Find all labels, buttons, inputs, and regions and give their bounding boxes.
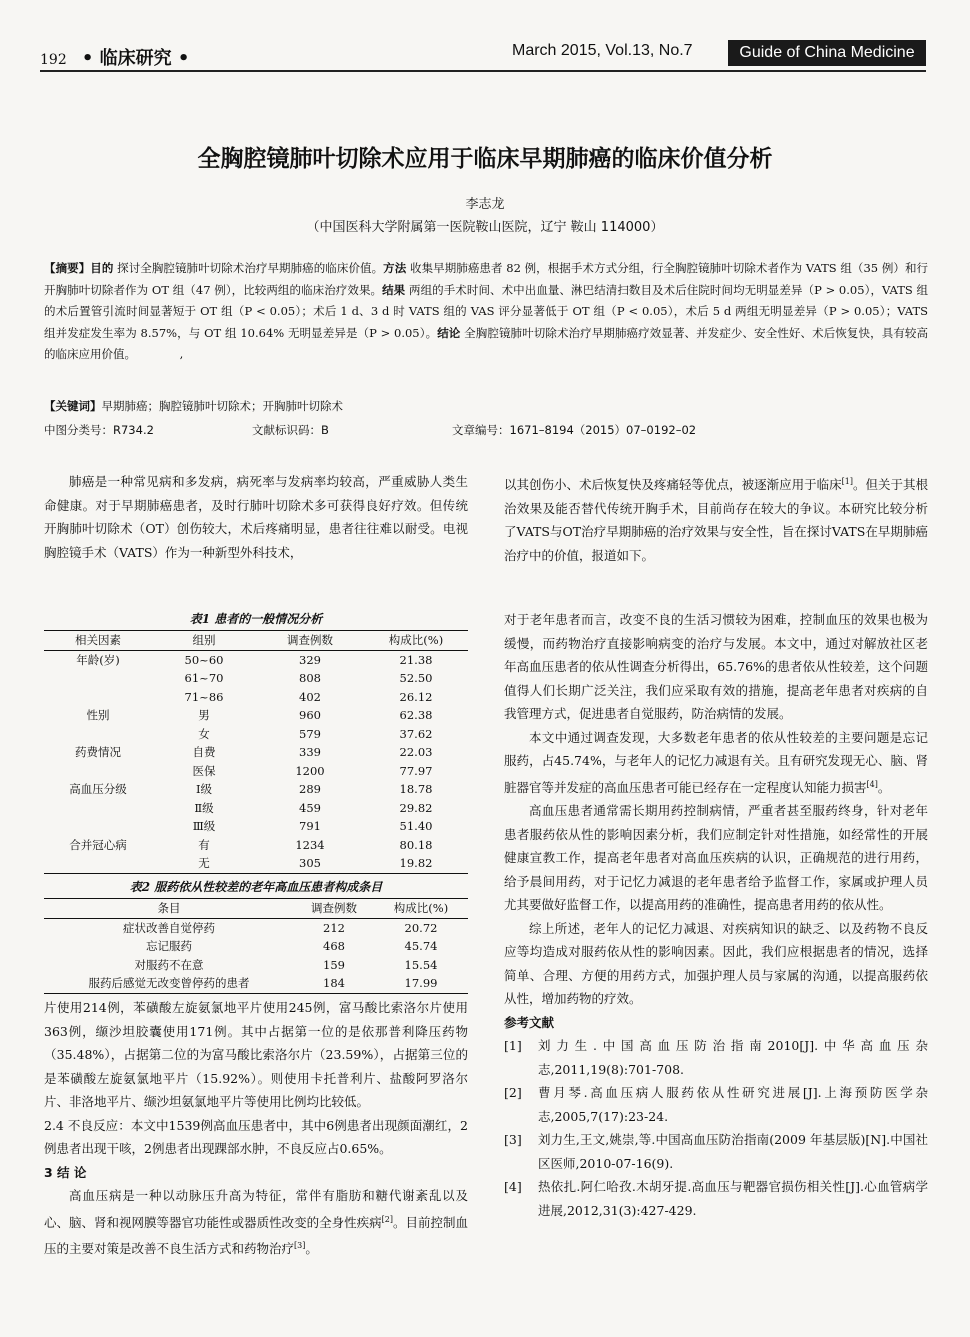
reference-item xyxy=(504,1034,928,1081)
table1-caption: 表1 患者的一般情况分析 xyxy=(189,612,323,626)
table-row xyxy=(44,669,468,688)
paragraph: 本文中通过调查发现，大多数老年患者的依从性较差的主要问题是忘记服药，占45.74%，与老年人的记忆力减退有关。且有研究发现无心、脑、肾脏器官等并发症的高血压患者可能已经存在一定程度认知能力损害[4]。 xyxy=(504,729,928,795)
abstract-objective-label: 目的 xyxy=(90,261,114,275)
table-cell: 52.50 xyxy=(399,671,433,686)
table-cell xyxy=(44,688,152,707)
citation: [2] xyxy=(381,1214,393,1224)
table-cell: 医保 xyxy=(192,763,216,778)
table-cell xyxy=(44,725,152,744)
table-cell: 无 xyxy=(198,856,210,871)
article-author: 李志龙 xyxy=(465,197,505,212)
table-row xyxy=(44,937,468,956)
table-cell: 17.99 xyxy=(404,976,438,991)
table-cell: 26.12 xyxy=(399,689,433,704)
table2-header: 调查例数 xyxy=(311,901,357,916)
table-cell: Ⅲ级 xyxy=(192,819,216,834)
reference-text: 热依扎.阿仁哈孜.木胡牙提.高血压与靶器官损伤相关性[J].心血管病学进展,2012,31(3):427-429. xyxy=(538,1179,928,1218)
table-cell: 45.74 xyxy=(404,939,438,954)
paragraph: 对于老年患者而言，改变不良的生活习惯较为困难，控制血压的效果也极为缓慢，而药物治疗直接影响病变的治疗与发展。本文中，通过对解放社区老年高血压患者的依从性调查分析得出，65.76%的患者依从性较差，这个问题值得人们长期广泛关注，我们应采取有效的措施，提高老年患者对疾病的自我管理方式，促进患者自觉服药，防治病情的发展。 xyxy=(504,612,928,721)
paragraph: 片使用214例，苯磺酸左旋氨氯地平片使用245例，富马酸比索洛尔片使用363例，缬沙坦胶囊使用171例。其中占据第一位的是依那普利降压药物（35.48%），占据第二位的为富马酸比索洛尔片（23.59%），占据第三位的是苯磺酸左旋氨氯地平片（15.92%）。则使用卡托普利片、盐酸阿罗洛尔片、非洛地平片、缬沙坦氨氯地平片等使用比例均比较低。 xyxy=(44,1000,468,1109)
paragraph: 综上所述，老年人的记忆力减退、对疾病知识的缺乏、以及药物不良反应等均造成对服药依从性的影响因素。因此，我们应根据患者的情况，选择简单、合理、方便的用药方式，加强护理人员与家属的沟通，以提高服药依从性，增加药物的疗效。 xyxy=(504,920,928,1007)
reference-text: 曹月琴.高血压病人服药依从性研究进展[J].上海预防医学杂志,2005,7(17):23-24. xyxy=(538,1085,928,1124)
page-number: 192 xyxy=(40,52,67,68)
running-header-left xyxy=(40,44,189,70)
table-row xyxy=(44,974,468,993)
keywords-text: 早期肺癌；胸腔镜肺叶切除术；开胸肺叶切除术 xyxy=(101,399,343,413)
reference-item xyxy=(504,1175,928,1222)
table2-header: 条目 xyxy=(157,901,181,916)
citation: [3] xyxy=(294,1241,306,1251)
table-cell: 服药后感觉无改变曾停药的患者 xyxy=(88,976,250,991)
table-cell: 71~86 xyxy=(184,689,224,704)
reference-number: [4] xyxy=(504,1179,522,1195)
table-cell: 自费 xyxy=(192,745,216,760)
table-cell: 合并冠心病 xyxy=(69,837,127,852)
table-cell: 女 xyxy=(198,726,210,741)
keywords xyxy=(44,398,343,414)
article-number: 文章编号：1671–8194（2015）07–0192–02 xyxy=(452,423,697,437)
table-row xyxy=(44,780,468,799)
table-cell: 年龄(岁) xyxy=(76,652,120,667)
table-row xyxy=(44,956,468,975)
table-cell: 159 xyxy=(323,957,345,972)
table-cell: 960 xyxy=(299,708,321,723)
table-cell xyxy=(44,817,152,836)
intro-paragraph-right: 以其创伤小、术后恢复快及疼痛轻等优点，被逐渐应用于临床[1]。但关于其根治效果及能否替代传统开胸手术，目前尚存在较大的争议。本研究比较分析了VATS与OT治疗早期肺癌的治疗效果与安全性，旨在探讨VATS在早期肺癌治疗中的价值，报道如下。 xyxy=(504,477,928,563)
document-code: 文献标识码：B xyxy=(252,423,329,437)
table-row xyxy=(44,688,468,707)
table-cell: 忘记服药 xyxy=(146,939,192,954)
table-cell: 305 xyxy=(299,856,321,871)
section-label: • 临床研究 • xyxy=(81,48,190,69)
table-cell: 791 xyxy=(299,819,321,834)
table1-header: 相关因素 xyxy=(75,633,121,648)
table-cell: Ⅰ级 xyxy=(195,782,213,797)
journal-name-banner: Guide of China Medicine xyxy=(728,40,926,66)
table-cell: 212 xyxy=(323,920,345,935)
table-cell: 22.03 xyxy=(399,745,433,760)
paragraph: 高血压病是一种以动脉压升高为特征，常伴有脂肪和糖代谢紊乱以及心、脑、肾和视网膜等器官功能性或器质性改变的全身性疾病[2]。目前控制血压的主要对策是改善不良生活方式和药物治疗[3]。 xyxy=(44,1188,468,1257)
right-body-column xyxy=(504,608,928,1222)
left-body-column xyxy=(44,996,468,1261)
intro-left-column xyxy=(44,470,468,564)
table2-caption: 表2 服药依从性较差的老年高血压患者构成条目 xyxy=(129,880,383,894)
table-cell xyxy=(44,854,152,873)
table-cell: 21.38 xyxy=(399,652,433,667)
table-cell: 579 xyxy=(299,726,321,741)
table-cell: 459 xyxy=(299,800,321,815)
table-cell: 184 xyxy=(323,976,345,991)
table-cell: 37.62 xyxy=(399,726,433,741)
table-row xyxy=(44,743,468,762)
table-cell: 18.78 xyxy=(399,782,433,797)
table-cell: 对服药不在意 xyxy=(134,957,204,972)
abstract-method: 收集早期肺癌患者 82 例，根据手术方式分组，行全胸腔镜肺叶切除术者作为 VATS 组（35 例）和行开胸肺叶切除者作为 OT 组（47 例），比较两组的临床治疗效果。 xyxy=(44,261,929,297)
table2-block xyxy=(44,878,468,994)
abstract-result-label: 结果 xyxy=(382,282,406,297)
article-title: 全胸腔镜肺叶切除术应用于临床早期肺癌的临床价值分析 xyxy=(197,146,773,172)
reference-item xyxy=(504,1128,928,1175)
table-cell: 药费情况 xyxy=(75,745,121,760)
header-rule xyxy=(40,70,926,72)
keywords-label: 【关键词】 xyxy=(44,399,102,413)
table-cell: 329 xyxy=(299,652,321,667)
reference-list xyxy=(504,1034,928,1222)
table-cell: 62.38 xyxy=(399,708,433,723)
table1-block xyxy=(44,610,468,874)
table-cell: 1234 xyxy=(295,837,325,852)
section-heading-conclusion: 3 结 论 xyxy=(44,1164,87,1180)
abstract-conclusion-label: 结论 xyxy=(437,325,461,340)
table-cell: 15.54 xyxy=(404,957,438,972)
table-row xyxy=(44,836,468,855)
table-cell xyxy=(44,669,152,688)
table-cell: 症状改善自觉停药 xyxy=(123,920,215,935)
table-cell: 29.82 xyxy=(399,800,433,815)
citation: [1] xyxy=(841,477,853,486)
reference-text: 刘力生,王文,姚崇,等.中国高血压防治指南(2009 年基层版)[N].中国社区医师,2010-07-16(9). xyxy=(538,1132,928,1171)
table-row xyxy=(44,762,468,781)
citation: [4] xyxy=(866,779,878,789)
references-heading: 参考文献 xyxy=(504,1014,555,1030)
stray-mark: , xyxy=(179,347,184,361)
table-cell: 20.72 xyxy=(404,920,438,935)
table-cell: 男 xyxy=(198,708,210,723)
table-cell: 402 xyxy=(299,689,321,704)
table-cell: 51.40 xyxy=(399,819,433,834)
table-cell xyxy=(44,799,152,818)
table-cell: 高血压分级 xyxy=(69,782,127,797)
table1-header: 调查例数 xyxy=(287,633,333,648)
reference-number: [3] xyxy=(504,1132,522,1148)
table2 xyxy=(44,898,468,994)
table-cell: 50~60 xyxy=(184,652,224,667)
table-row xyxy=(44,650,468,669)
table-cell: 808 xyxy=(299,671,321,686)
abstract-label: 【摘要】 xyxy=(44,261,91,275)
issue-info: March 2015, Vol.13, No.7 xyxy=(512,42,693,59)
table-cell: 有 xyxy=(198,837,210,852)
intro-paragraph-left: 肺癌是一种常见病和多发病，病死率与发病率均较高，严重威胁人类生命健康。对于早期肺癌患者，及时行肺叶切除术多可获得良好疗效。但传统开胸肺叶切除术（OT）创伤较大，术后疼痛明显，患者往往难以耐受。电视胸腔镜手术（VATS）作为一种新型外科技术， xyxy=(44,474,468,560)
reference-item xyxy=(504,1081,928,1128)
table-row xyxy=(44,706,468,725)
table-cell: 性别 xyxy=(86,708,110,723)
table-cell: Ⅱ级 xyxy=(194,800,214,815)
table-cell: 19.82 xyxy=(399,856,433,871)
table-cell: 77.97 xyxy=(399,763,433,778)
table-row xyxy=(44,918,468,937)
article-affiliation: （中国医科大学附属第一医院鞍山医院，辽宁 鞍山 114000） xyxy=(306,220,664,235)
table1-header: 组别 xyxy=(192,633,216,648)
table-cell: 289 xyxy=(299,782,321,797)
table-row xyxy=(44,799,468,818)
clc-number: 中图分类号：R734.2 xyxy=(44,423,154,437)
reference-number: [1] xyxy=(504,1038,522,1054)
abstract-conclusion: 全胸腔镜肺叶切除术治疗早期肺癌疗效显著、并发症少、安全性好、术后恢复快，具有较高的临床应用价值。 xyxy=(44,325,929,361)
paragraph-adverse-reactions: 2.4 不良反应：本文中1539例高血压患者中，其中6例患者出现颜面潮红，2例患者出现干咳，2例患者出现踝部水肿，不良反应占0.65%。 xyxy=(44,1117,468,1156)
table-cell: 80.18 xyxy=(399,837,433,852)
table1 xyxy=(44,630,468,874)
reference-text: 刘力生.中国高血压防治指南2010[J].中华高血压杂志,2011,19(8):701-708. xyxy=(538,1038,928,1077)
intro-right-column xyxy=(504,470,928,567)
abstract-objective: 探讨全胸腔镜肺叶切除术治疗早期肺癌的临床价值。 xyxy=(117,261,384,275)
table-cell: 468 xyxy=(323,939,345,954)
abstract-method-label: 方法 xyxy=(383,261,407,275)
table-row xyxy=(44,817,468,836)
abstract xyxy=(44,258,928,366)
table-cell xyxy=(44,762,152,781)
abstract-result: 两组的手术时间、术中出血量、淋巴结清扫数目及术后住院时间均无明显差异（P > 0.05），VATS 组的术后置管引流时间显著短于 OT 组（P < 0.05）；术后 1 d、3 d 时 VATS 组的 VAS 评分显著低于 OT 组（P < 0.05），术后 5 d 两组无明显差异（P > 0.05）；VATS 组并发症发生率为 8.57%，与 OT 组 10.64% 无明显差异是（P > 0.05）。 xyxy=(44,282,928,340)
table1-header: 构成比(%) xyxy=(388,633,444,648)
table-row xyxy=(44,854,468,873)
table-cell: 339 xyxy=(299,745,321,760)
reference-number: [2] xyxy=(504,1085,522,1101)
table-row xyxy=(44,725,468,744)
table2-header: 构成比(%) xyxy=(393,901,449,916)
table-cell: 1200 xyxy=(295,763,325,778)
paragraph: 高血压患者通常需长期用药控制病情，严重者甚至服药终身，针对老年患者服药依从性的影响因素分析，我们应制定针对性措施，如经常性的开展健康宣教工作，提高老年患者对高血压疾病的认识，正确规范的进行用药，给予晨间用药，对于记忆力减退的老年患者给予监督工作，家属或护理人员尤其要做好监督工作，以提高用药的准确性，提高患者用药的依从性。 xyxy=(504,803,928,913)
table-cell: 61~70 xyxy=(184,671,224,686)
